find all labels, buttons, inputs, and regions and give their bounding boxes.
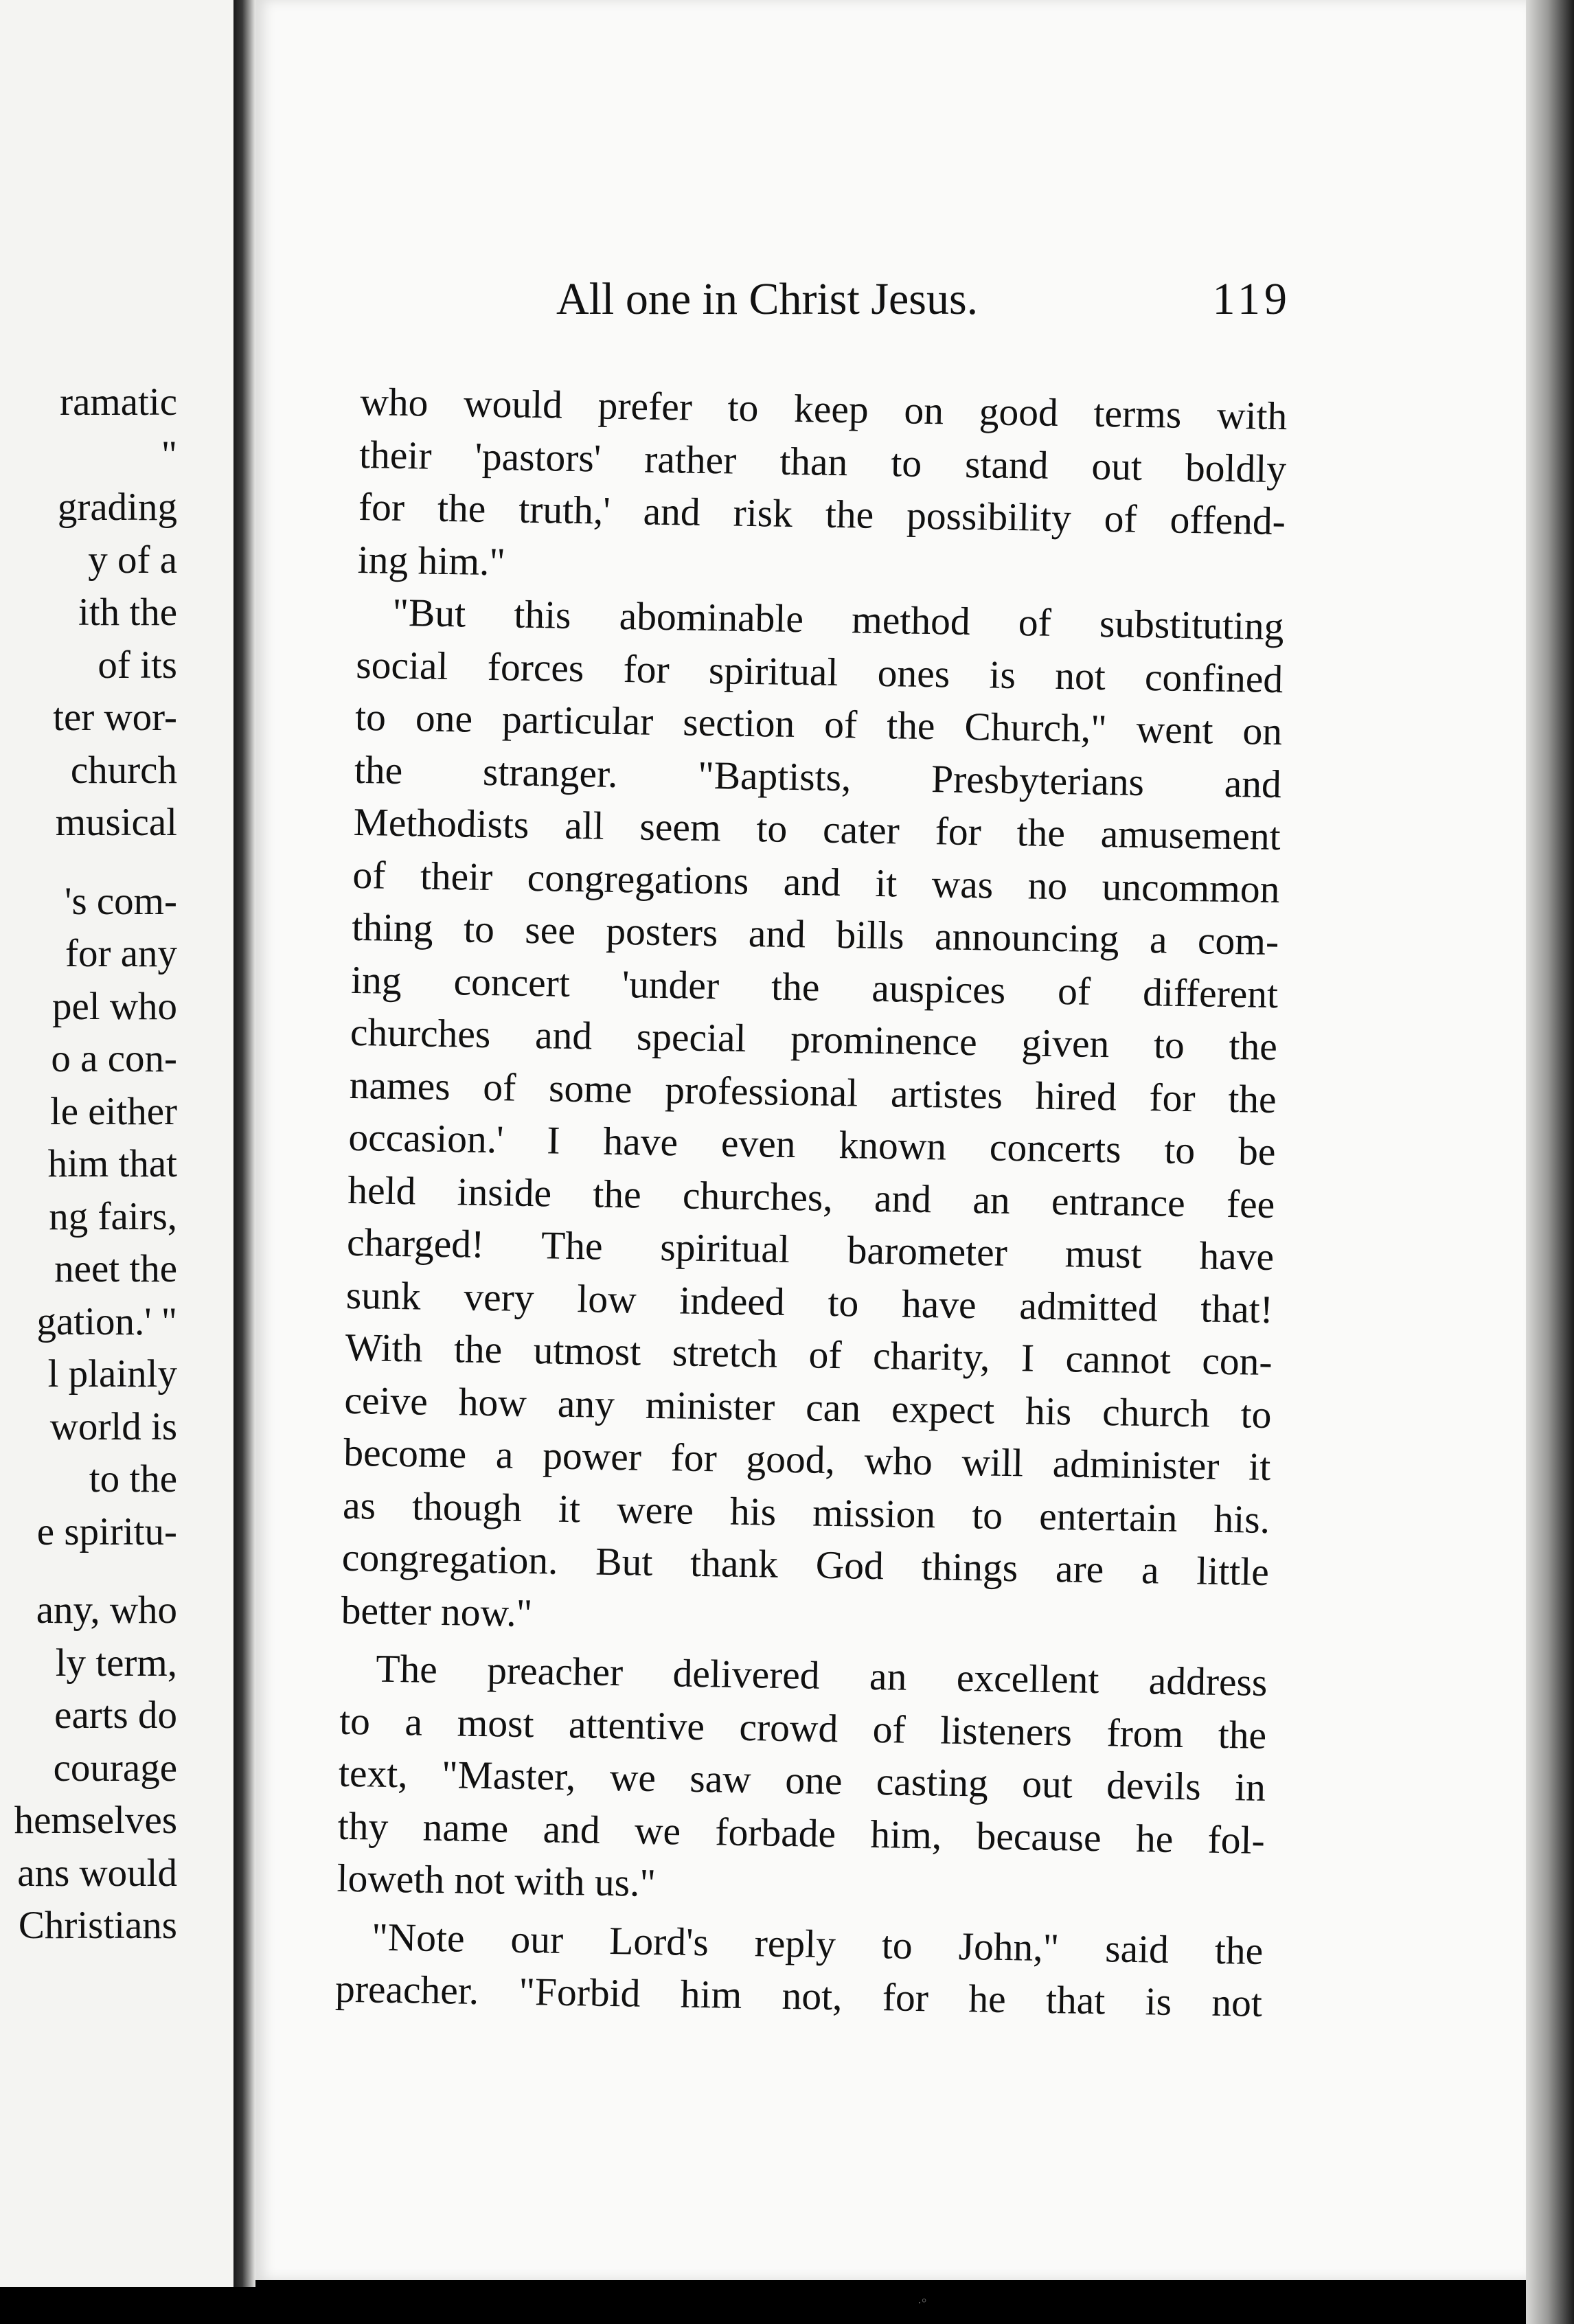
left-line: for any bbox=[65, 932, 177, 975]
left-line: ramatic bbox=[60, 380, 177, 424]
text-line: ing concert 'under the auspices of different bbox=[350, 958, 1279, 1016]
text-line: become a power for good, who will administer it bbox=[343, 1431, 1271, 1490]
left-line: le either bbox=[49, 1089, 177, 1133]
scan-mark: ·° bbox=[917, 2296, 927, 2310]
text-line: occasion.' I have even known concerts to be bbox=[348, 1115, 1276, 1174]
left-line: o a con- bbox=[51, 1037, 177, 1080]
left-line: ans would bbox=[17, 1851, 177, 1895]
text-line: With the utmost stretch of charity, I cannot con- bbox=[345, 1325, 1273, 1385]
left-line: pel who bbox=[52, 984, 177, 1028]
book-spine bbox=[233, 0, 255, 2287]
text-line: "Note our Lord's reply to John," said the bbox=[371, 1915, 1264, 1973]
left-line: l plainly bbox=[47, 1352, 177, 1395]
text-line: sunk very low indeed to have admitted that! bbox=[345, 1273, 1274, 1332]
text-line: ceive how any minister can expect his church to bbox=[344, 1378, 1272, 1437]
text-line: as though it were his mission to entertain his. bbox=[342, 1483, 1270, 1542]
left-line: y of a bbox=[88, 538, 177, 582]
text-line: thy name and we forbade him, because he fol- bbox=[337, 1804, 1266, 1862]
left-line: any, who bbox=[36, 1588, 177, 1632]
left-line: grading bbox=[57, 486, 177, 529]
text-line: text, "Master, we saw one casting out devils in bbox=[338, 1751, 1266, 1810]
left-page-text bbox=[0, 376, 177, 1952]
text-line: better now." bbox=[341, 1588, 533, 1635]
text-line: preacher. "Forbid him not, for he that is not bbox=[334, 1967, 1263, 2025]
left-line: of its bbox=[98, 643, 177, 687]
text-line: to one particular section of the Church," went on bbox=[354, 695, 1283, 754]
running-header bbox=[556, 273, 1291, 335]
left-line: neet the bbox=[54, 1247, 177, 1290]
text-line: charged! The spiritual barometer must have bbox=[346, 1220, 1275, 1279]
left-line: gation.' " bbox=[36, 1299, 177, 1343]
left-line: ith the bbox=[78, 591, 177, 634]
text-line: The preacher delivered an excellent address bbox=[375, 1647, 1268, 1705]
running-title: All one in Christ Jesus. bbox=[556, 274, 979, 324]
text-line: to a most attentive crowd of listeners from the bbox=[339, 1699, 1267, 1757]
text-line: held inside the churches, and an entrance fee bbox=[347, 1168, 1275, 1227]
left-line: earts do bbox=[54, 1694, 177, 1737]
text-line: churches and special prominence given to the bbox=[350, 1010, 1278, 1069]
text-line: thing to see posters and bills announcing a com- bbox=[351, 905, 1279, 964]
text-line: loweth not with us." bbox=[337, 1856, 657, 1906]
body-text bbox=[334, 376, 1287, 2030]
text-line: congregation. But thank God things are a little bbox=[341, 1536, 1270, 1594]
text-line: who would prefer to keep on good terms with bbox=[359, 380, 1288, 439]
left-line: to the bbox=[89, 1457, 177, 1501]
text-line: of their congregations and it was no uncommon bbox=[352, 853, 1280, 911]
left-line: courage bbox=[53, 1746, 177, 1790]
left-line: ter wor- bbox=[53, 696, 177, 739]
left-line: church bbox=[70, 748, 177, 792]
page-number: 119 bbox=[1212, 274, 1291, 324]
left-line: ng fairs, bbox=[49, 1194, 177, 1238]
text-line: names of some professional artistes hired for the bbox=[349, 1063, 1277, 1121]
text-line: social forces for spiritual ones is not confined bbox=[355, 643, 1284, 701]
text-line: their 'pastors' rather than to stand out boldly bbox=[358, 433, 1287, 491]
left-line: 's com- bbox=[65, 879, 177, 923]
left-line: world is bbox=[49, 1404, 177, 1448]
left-line: musical bbox=[55, 801, 177, 844]
text-line: "But this abominable method of substituting bbox=[392, 591, 1284, 649]
left-line: ly term, bbox=[55, 1641, 177, 1685]
text-line: Methodists all seem to cater for the amusement bbox=[353, 800, 1281, 859]
left-line: " bbox=[161, 433, 177, 477]
left-line: hemselves bbox=[14, 1799, 177, 1842]
text-line: for the truth,' and risk the possibility of offend- bbox=[358, 485, 1286, 544]
left-page bbox=[0, 0, 233, 2287]
left-line: him that bbox=[47, 1142, 177, 1185]
left-line: e spiritu- bbox=[36, 1510, 177, 1553]
text-line: ing him." bbox=[357, 538, 506, 584]
page-edge bbox=[1526, 0, 1574, 2324]
left-line: Christians bbox=[18, 1904, 177, 1947]
text-line: the stranger. "Baptists, Presbyterians and bbox=[354, 748, 1282, 806]
